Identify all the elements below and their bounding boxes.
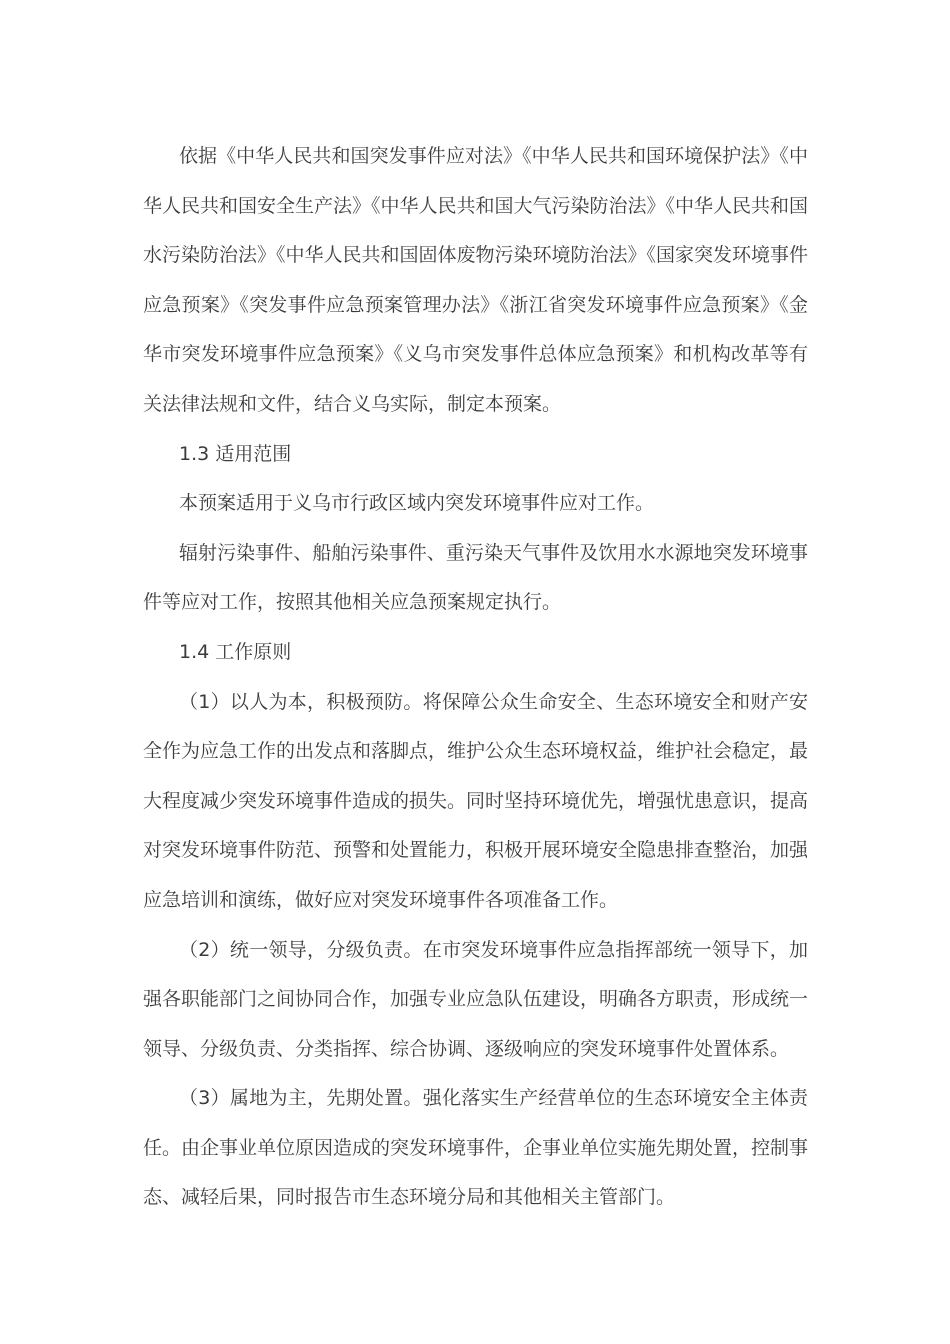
paragraph-principle-1: （1）以人为本，积极预防。将保障公众生命安全、生态环境安全和财产安全作为应急工作的出发点和落脚点，维护公众生态环境权益，维护社会稳定，最大程度减少突发环境事件造成的损失。同时坚持环境优先，增强忧患意识，提高对突发环境事件防范、预警和处置能力，积极开展环境安全隐患排查整治，加强应急培训和演练，做好应对突发环境事件各项准备工作。 — [143, 690, 809, 911]
document-body — [143, 132, 808, 1223]
paragraph-principle-2: （2）统一领导，分级负责。在市突发环境事件应急指挥部统一领导下，加强各职能部门之间协同合作，加强专业应急队伍建设，明确各方职责，形成统一领导、分级负责、分类指挥、综合协调、逐级响应的突发环境事件处置体系。 — [143, 938, 809, 1060]
paragraph-scope: 本预案适用于义乌市行政区域内突发环境事件应对工作。 — [179, 492, 655, 515]
paragraph-legal-basis: 依据《中华人民共和国突发事件应对法》《中华人民共和国环境保护法》《中华人民共和国安全生产法》《中华人民共和国大气污染防治法》《中华人民共和国水污染防治法》《中华人民共和国固体废物污染环境防治法》《国家突发环境事件应急预案》《突发事件应急预案管理办法》《浙江省突发环境事件应急预案》《金华市突发环境事件应急预案》《义乌市突发事件总体应急预案》和机构改革等有关法律法规和文件，结合义乌实际，制定本预案。 — [143, 145, 809, 415]
section-heading-scope: 1.3 适用范围 — [179, 442, 292, 465]
section-heading-principles: 1.4 工作原则 — [179, 640, 292, 663]
paragraph-scope-exceptions: 辐射污染事件、船舶污染事件、重污染天气事件及饮用水水源地突发环境事件等应对工作，按照其他相关应急预案规定执行。 — [143, 541, 808, 614]
paragraph-principle-3: （3）属地为主，先期处置。强化落实生产经营单位的生态环境安全主体责任。由企事业单位原因造成的突发环境事件，企事业单位实施先期处置，控制事态、减轻后果，同时报告市生态环境分局和其他相关主管部门。 — [143, 1087, 809, 1209]
